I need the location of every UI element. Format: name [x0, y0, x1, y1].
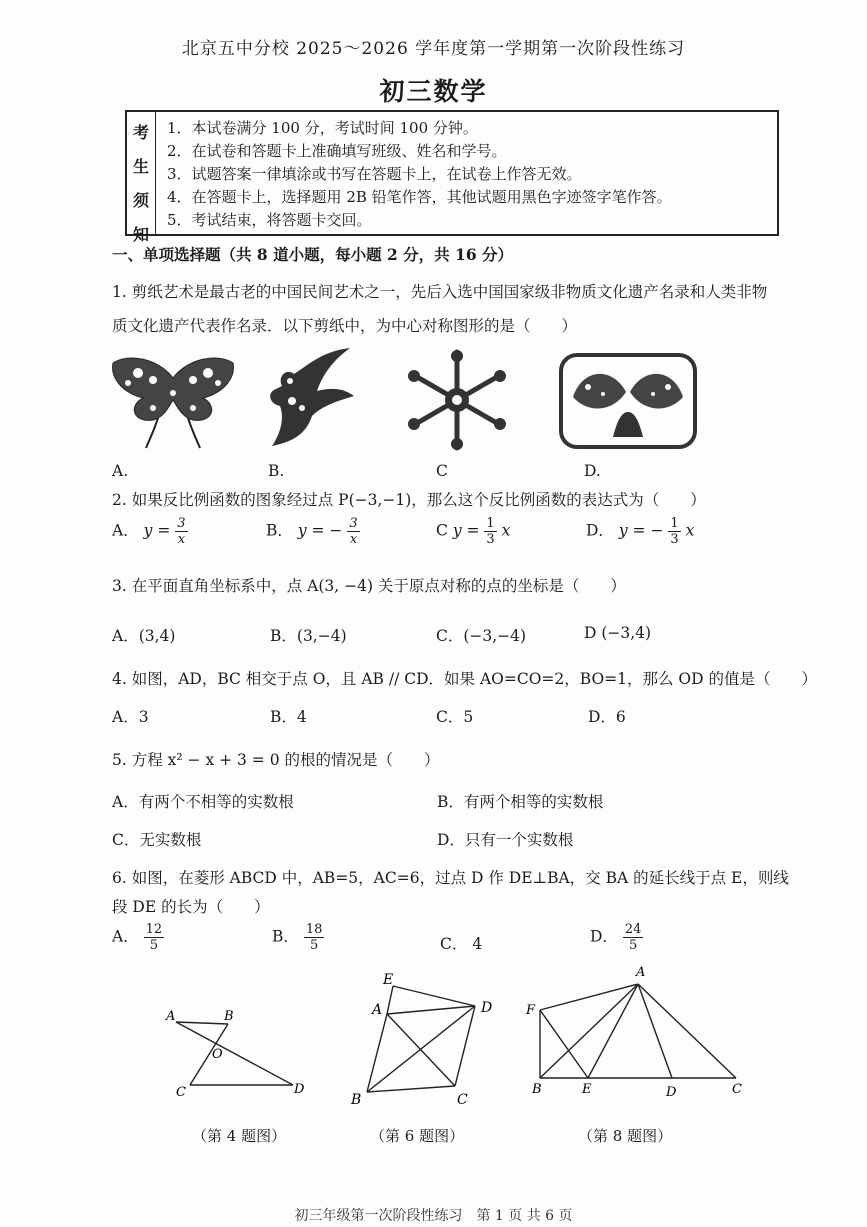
- q3-option-d[interactable]: D (−3,4): [584, 624, 652, 642]
- section-title: 一、单项选择题（共 8 道小题，每小题 2 分，共 16 分）: [112, 245, 514, 264]
- fraction: [484, 516, 496, 547]
- q6-option-b[interactable]: [272, 922, 324, 953]
- formula-suffix: x: [501, 521, 511, 540]
- option-label: A．: [112, 927, 139, 946]
- figure-6-diagram: [345, 966, 505, 1108]
- q3-option-a[interactable]: A．(3,4): [112, 627, 176, 645]
- exam-header: 北京五中分校 2025～2026 学年度第一学期第一次阶段性练习: [181, 39, 686, 59]
- q5-option-d[interactable]: D．只有一个实数根: [437, 831, 574, 849]
- formula-prefix: y = −: [297, 521, 343, 540]
- denominator: 3: [486, 532, 495, 547]
- fraction: [144, 922, 165, 953]
- q1-option-c[interactable]: C: [436, 462, 448, 480]
- q5-option-a[interactable]: A．有两个不相等的实数根: [112, 793, 294, 811]
- denominator: x: [349, 532, 358, 547]
- q1-option-d[interactable]: D.: [584, 462, 601, 480]
- option-label: D．: [590, 927, 618, 946]
- figure-6-caption: （第 6 题图）: [370, 1127, 465, 1145]
- point-label-d: D: [294, 1082, 305, 1097]
- notice-item: 5．考试结束，将答题卡交回。: [167, 211, 372, 229]
- q2-option-b[interactable]: [266, 516, 360, 547]
- notice-label-char: 知: [132, 225, 149, 244]
- fraction: [175, 516, 187, 547]
- figure-8-diagram: [520, 960, 750, 1105]
- notice-label-char: 生: [132, 157, 149, 176]
- swallow-papercut-image: [262, 346, 357, 450]
- q3-option-b[interactable]: B．(3,−4): [270, 627, 347, 645]
- butterfly-papercut-image: [108, 348, 238, 450]
- q1-option-a[interactable]: A.: [112, 462, 129, 480]
- denominator: 5: [309, 938, 319, 953]
- numerator: 18: [305, 922, 323, 937]
- notice-label: [127, 112, 156, 244]
- q1-option-b[interactable]: B.: [268, 462, 285, 480]
- fraction: [304, 922, 325, 953]
- notice-items: [167, 117, 672, 232]
- formula-prefix: y = −: [618, 521, 664, 540]
- point-label-o: O: [212, 1047, 223, 1062]
- q6-line1: 6. 如图，在菱形 ABCD 中，AB=5，AC=6，过点 D 作 DE⊥BA，交 BA 的延长线于点 E，则线: [112, 869, 789, 887]
- option-value: 4: [472, 935, 483, 953]
- denominator: x: [177, 532, 186, 547]
- option-label: D．: [586, 521, 614, 540]
- denominator: 5: [629, 938, 638, 953]
- option-label: B．: [266, 521, 293, 540]
- q6-option-c[interactable]: [440, 932, 482, 954]
- notice-box: [125, 110, 779, 244]
- point-label-a: A: [166, 1009, 176, 1024]
- point-label-e: E: [582, 1082, 592, 1097]
- q2-text: 2. 如果反比例函数的图象经过点 P(−3,−1)，那么这个反比例函数的表达式为（ ）: [112, 491, 706, 509]
- point-label-c: C: [457, 1092, 468, 1108]
- numerator: 3: [349, 516, 358, 531]
- q5-option-b[interactable]: B．有两个相等的实数根: [437, 793, 604, 811]
- page-footer: 初三年级第一次阶段性练习 第 1 页 共 6 页: [294, 1208, 573, 1224]
- figure-4-caption: （第 4 题图）: [192, 1127, 287, 1145]
- fraction: [668, 516, 680, 547]
- formula-prefix: y =: [143, 521, 171, 540]
- point-label-b: B: [532, 1082, 542, 1097]
- point-label-d: D: [666, 1085, 677, 1100]
- point-label-e: E: [383, 972, 394, 988]
- option-label: A．: [112, 521, 139, 540]
- notice-item: 2．在试卷和答题卡上准确填写班级、姓名和学号。: [167, 142, 507, 160]
- fish-papercut-image: [558, 352, 698, 450]
- q4-option-b[interactable]: B．4: [270, 708, 307, 726]
- denominator: 5: [149, 938, 159, 953]
- q5-text: 5. 方程 x² − x + 3 = 0 的根的情况是（ ）: [112, 751, 440, 769]
- notice-item: 4．在答题卡上，选择题用 2B 铅笔作答，其他试题用黑色字迹签字笔作答。: [167, 188, 672, 206]
- q4-option-c[interactable]: C．5: [436, 708, 474, 726]
- q3-text: 3. 在平面直角坐标系中，点 A(3, −4) 关于原点对称的点的坐标是（ ）: [112, 577, 626, 595]
- point-label-a: A: [636, 965, 646, 980]
- point-label-d: D: [481, 1000, 493, 1016]
- formula-prefix: y =: [452, 521, 480, 540]
- figure-8-caption: （第 8 题图）: [578, 1127, 673, 1145]
- q1-line1: 1. 剪纸艺术是最古老的中国民间艺术之一，先后入选中国国家级非物质文化遗产名录和人类非物: [112, 283, 768, 301]
- point-label-f: F: [526, 1003, 536, 1018]
- q4-option-a[interactable]: A．3: [112, 708, 149, 726]
- numerator: 24: [624, 922, 642, 937]
- denominator: 3: [670, 532, 679, 547]
- q2-option-d[interactable]: [586, 516, 694, 547]
- fraction: [623, 922, 644, 953]
- numerator: 1: [486, 516, 495, 531]
- point-label-c: C: [732, 1082, 742, 1097]
- q6-option-a[interactable]: [112, 922, 164, 953]
- q5-option-c[interactable]: C．无实数根: [112, 831, 202, 849]
- numerator: 12: [145, 922, 163, 937]
- q1-line2: 质文化遗产代表作名录．以下剪纸中，为中心对称图形的是（ ）: [112, 317, 578, 335]
- point-label-a: A: [372, 1002, 383, 1018]
- point-label-b: B: [351, 1092, 362, 1108]
- q2-option-c[interactable]: [436, 516, 510, 547]
- point-label-b: B: [224, 1009, 234, 1024]
- notice-label-char: 须: [132, 191, 149, 210]
- q6-option-d[interactable]: [590, 922, 643, 953]
- figure-4-diagram: [158, 1000, 318, 1100]
- notice-item: 3．试题答案一律填涂或书写在答题卡上，在试卷上作答无效。: [167, 165, 582, 183]
- option-label: C: [436, 521, 448, 540]
- notice-item: 1．本试卷满分 100 分，考试时间 100 分钟。: [167, 119, 478, 137]
- notice-label-char: 考: [132, 123, 149, 142]
- fraction: [347, 516, 359, 547]
- option-label: B．: [272, 927, 299, 946]
- q4-option-d[interactable]: D．6: [588, 708, 626, 726]
- formula-suffix: x: [685, 521, 695, 540]
- q6-line2: 段 DE 的长为（ ）: [112, 898, 270, 916]
- point-label-c: C: [176, 1085, 186, 1100]
- numerator: 1: [670, 516, 679, 531]
- subject-title: 初三数学: [379, 77, 488, 106]
- q3-option-c[interactable]: C．(−3,−4): [436, 627, 527, 645]
- numerator: 3: [177, 516, 186, 531]
- q4-text: 4. 如图，AD，BC 相交于点 O，且 AB // CD．如果 AO=CO=2，BO=1，那么 OD 的值是（ ）: [112, 670, 817, 688]
- snowflake-papercut-image: [392, 346, 522, 454]
- q2-option-a[interactable]: [112, 516, 188, 547]
- option-label: C．: [440, 935, 468, 953]
